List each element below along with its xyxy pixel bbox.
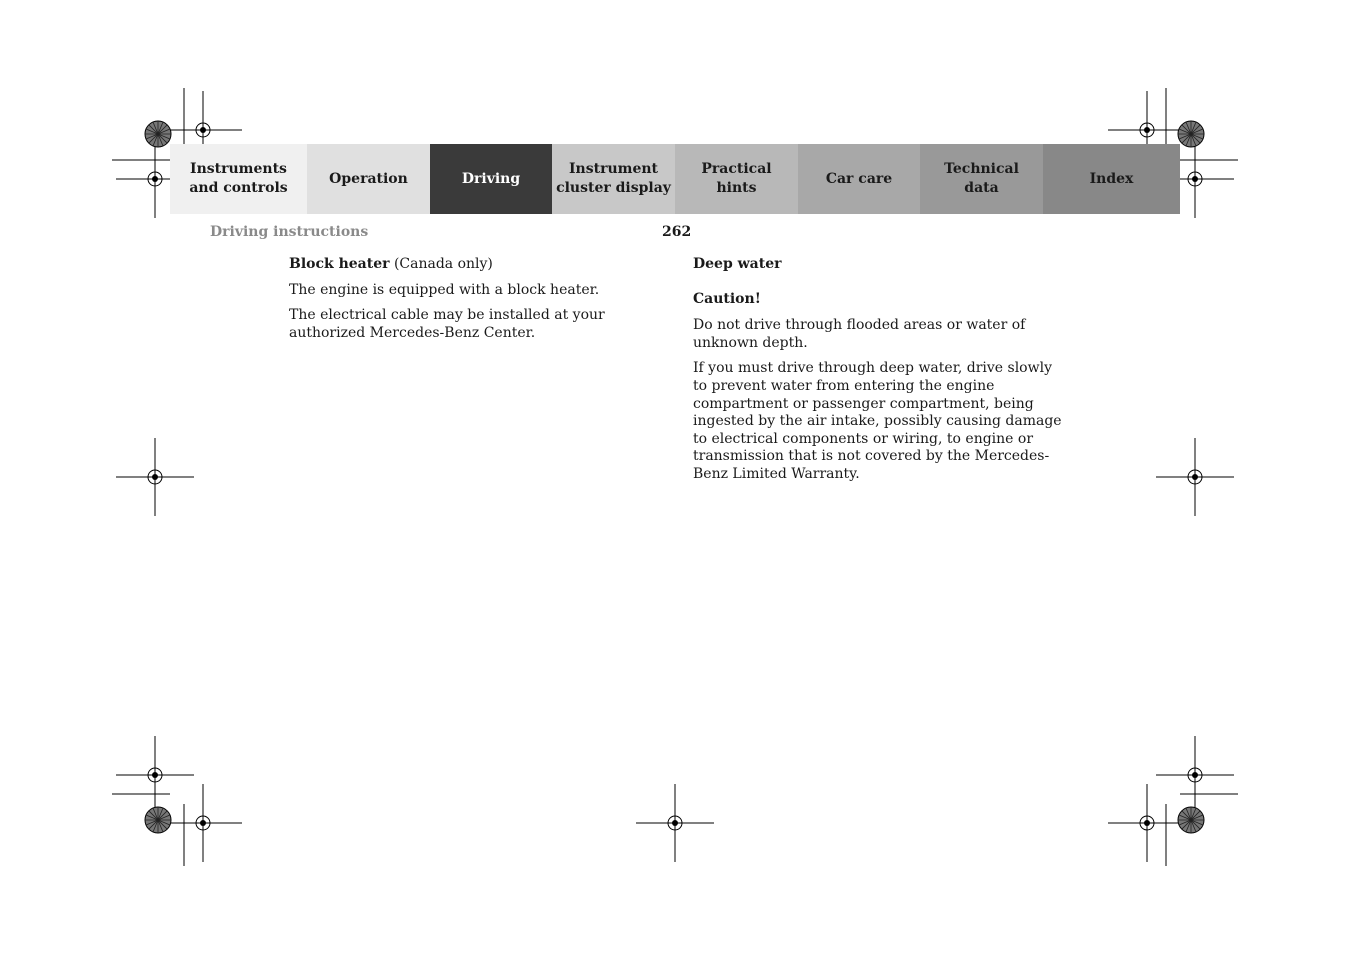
block-heater-qualifier: (Canada only) [389, 256, 493, 272]
paragraph: The engine is equipped with a block heater. [289, 281, 600, 298]
section-title: Driving instructions [210, 224, 369, 240]
page-number: 262 [662, 224, 692, 240]
tab-driving[interactable]: Driving [430, 144, 552, 214]
crosshair-mark [1108, 784, 1186, 862]
paragraph: If you must drive through deep water, drive slowly to prevent water from entering the engine compartment or passenger compartment, being ingested by the air intake, possibly causing damage to electrical components or wiring, to engine or transmission that is not covered by the Mercedes-Benz Limited Warranty. [693, 360, 1062, 482]
deep-water-heading: Deep water [693, 256, 782, 272]
crosshair-mark [116, 736, 194, 814]
color-rosette [145, 807, 171, 833]
crosshair-mark [1156, 736, 1234, 814]
color-rosette [1178, 807, 1204, 833]
paragraph: Do not drive through flooded areas or water of unknown depth. [693, 317, 1026, 351]
crosshair-mark [1156, 438, 1234, 516]
color-rosette [145, 121, 171, 147]
block-heater-title: Block heater [289, 256, 390, 272]
tab-instrument-cluster-display[interactable]: Instrument cluster display [552, 144, 675, 214]
left-column [289, 256, 664, 350]
crosshair-mark [164, 784, 242, 862]
paragraph: The electrical cable may be installed at your authorized Mercedes-Benz Center. [289, 307, 605, 341]
crosshair-mark [116, 438, 194, 516]
tab-operation[interactable]: Operation [307, 144, 430, 214]
caution-label: Caution! [693, 290, 761, 307]
tab-index[interactable]: Index [1043, 144, 1180, 214]
tab-practical-hints[interactable]: Practical hints [675, 144, 798, 214]
color-rosette [1178, 121, 1204, 147]
tab-car-care[interactable]: Car care [798, 144, 920, 214]
tab-instruments-and-controls[interactable]: Instruments and controls [170, 144, 307, 214]
right-column [693, 256, 1068, 492]
crosshair-mark [636, 784, 714, 862]
tab-technical-data[interactable]: Technical data [920, 144, 1043, 214]
chapter-tabs [170, 144, 1180, 214]
block-heater-heading [289, 256, 664, 274]
